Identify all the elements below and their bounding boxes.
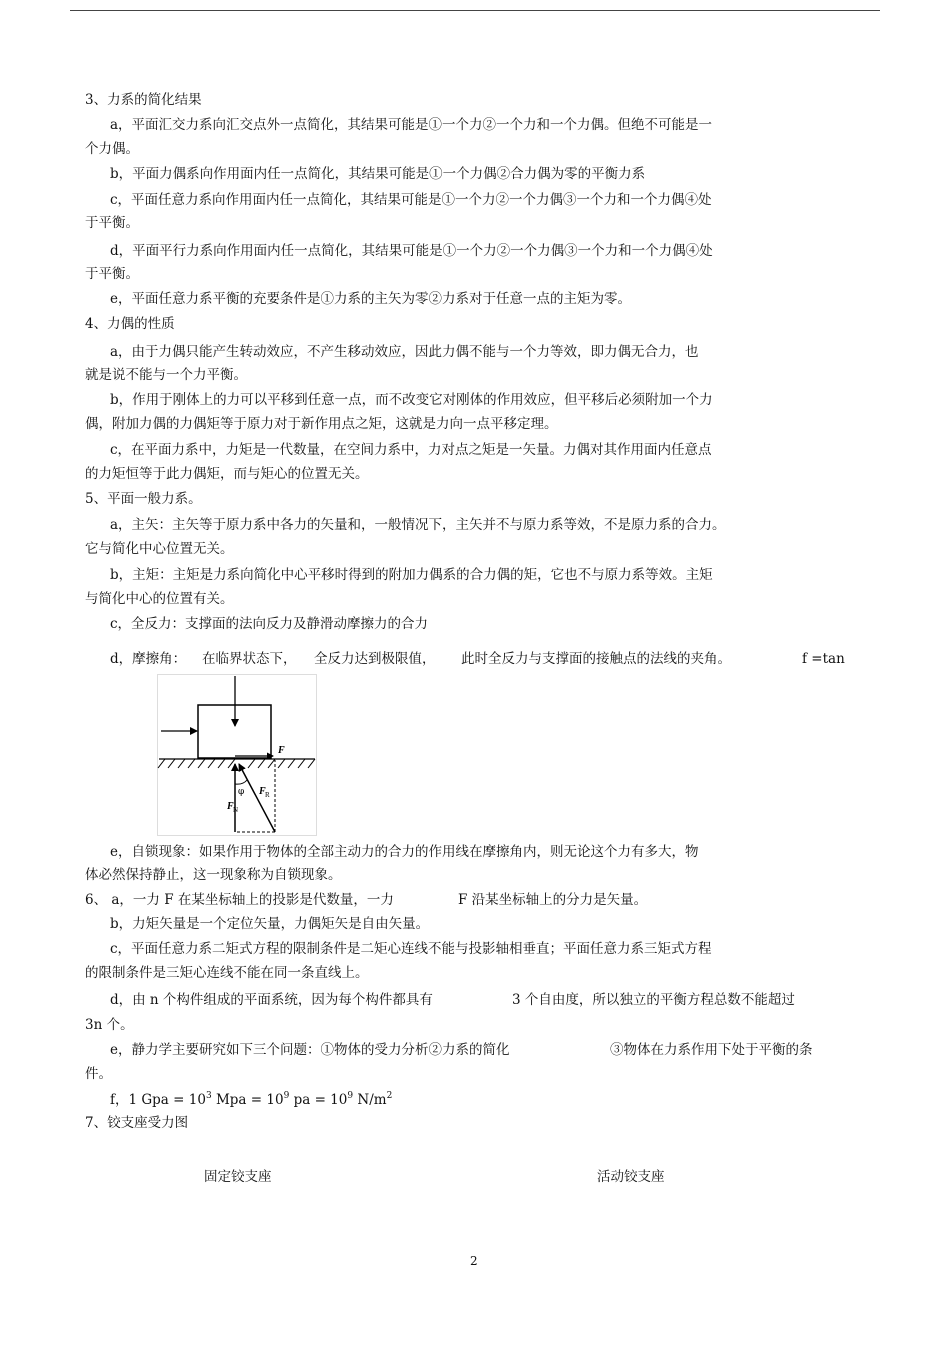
paragraph-line: d，平面平行力系向作用面内任一点简化，其结果可能是①一个力②一个力偶③一个力和一个力偶④处 bbox=[110, 243, 713, 259]
paragraph-line: 体必然保持静止，这一现象称为自锁现象。 bbox=[85, 867, 342, 883]
paragraph-line: d，由 n 个构件组成的平面系统，因为每个构件都具有 bbox=[110, 992, 433, 1008]
friction-angle-text: 在临界状态下， bbox=[202, 651, 297, 667]
friction-angle-figure bbox=[157, 674, 317, 836]
paragraph-line: e，自锁现象：如果作用于物体的全部主动力的合力的作用线在摩擦角内，则无论这个力有多大，物 bbox=[110, 844, 699, 860]
paragraph-line: b，力矩矢量是一个定位矢量，力偶矩矢是自由矢量。 bbox=[110, 916, 430, 932]
paragraph-line: 它与简化中心位置无关。 bbox=[85, 541, 234, 557]
paragraph-line: 件。 bbox=[85, 1066, 112, 1082]
paragraph-line: e，静力学主要研究如下三个问题：①物体的受力分析②力系的简化 bbox=[110, 1042, 510, 1058]
caption-fixed-hinge: 固定铰支座 bbox=[204, 1169, 272, 1185]
friction-angle-text: 全反力达到极限值， bbox=[314, 651, 436, 667]
section-6-line: 6、 a，一力 F 在某坐标轴上的投影是代数量，一力 bbox=[85, 892, 394, 908]
paragraph-line: b，主矩：主矩是力系向简化中心平移时得到的附加力偶系的合力偶的矩，它也不与原力系等效。主矩 bbox=[110, 567, 713, 583]
paragraph-line: 的限制条件是三矩心连线不能在同一条直线上。 bbox=[85, 965, 369, 981]
paragraph-line: a，由于力偶只能产生转动效应，不产生移动效应，因此力偶不能与一个力等效，即力偶无合力，也 bbox=[110, 344, 699, 360]
friction-angle-label: d，摩擦角： bbox=[110, 651, 187, 667]
paragraph-line: e，平面任意力系平衡的充要条件是①力系的主矢为零②力系对于任意一点的主矩为零。 bbox=[110, 291, 631, 307]
paragraph-line: 3 个自由度，所以独立的平衡方程总数不能超过 bbox=[512, 992, 795, 1008]
paragraph-line: b，平面力偶系向作用面内任一点简化，其结果可能是①一个力偶②合力偶为零的平衡力系 bbox=[110, 166, 646, 182]
paragraph-line: 3n 个。 bbox=[85, 1017, 134, 1033]
label-fr-sub: R bbox=[265, 791, 270, 799]
paragraph-line: 的力矩恒等于此力偶矩，而与矩心的位置无关。 bbox=[85, 466, 369, 482]
friction-angle-text: 此时全反力与支撑面的接触点的法线的夹角。 bbox=[461, 651, 731, 667]
header-rule bbox=[70, 10, 880, 11]
paragraph-line: a，主矢：主矢等于原力系中各力的矢量和，一般情况下，主矢并不与原力系等效，不是原力系的合力。 bbox=[110, 517, 726, 533]
label-phi: φ bbox=[238, 787, 245, 797]
paragraph-line: 个力偶。 bbox=[85, 141, 139, 157]
caption-movable-hinge: 活动铰支座 bbox=[597, 1169, 665, 1185]
paragraph-line: 就是说不能与一个力平衡。 bbox=[85, 367, 247, 383]
label-fn: F bbox=[227, 801, 234, 812]
section-7-heading: 7、铰支座受力图 bbox=[85, 1115, 189, 1131]
paragraph-line: c，在平面力系中，力矩是一代数量，在空间力系中，力对点之矩是一矢量。力偶对其作用面内任意点 bbox=[110, 442, 712, 458]
paragraph-line: b，作用于刚体上的力可以平移到任意一点，而不改变它对刚体的作用效应，但平移后必须附加一个力 bbox=[110, 392, 713, 408]
page-number: 2 bbox=[470, 1254, 478, 1268]
section-4-heading: 4、力偶的性质 bbox=[85, 316, 175, 332]
paragraph-line: 偶，附加力偶的力偶矩等于原力对于新作用点之矩，这就是力向一点平移定理。 bbox=[85, 416, 558, 432]
section-3-heading: 3、力系的简化结果 bbox=[85, 92, 202, 108]
paragraph-line: c，平面任意力系二矩式方程的限制条件是二矩心连线不能与投影轴相垂直；平面任意力系三矩式方程 bbox=[110, 941, 712, 957]
friction-formula: f =tan bbox=[802, 651, 845, 667]
paragraph-line: a，平面汇交力系向汇交点外一点简化，其结果可能是①一个力②一个力和一个力偶。但绝不可能是一 bbox=[110, 117, 713, 133]
paragraph-line: 与简化中心的位置有关。 bbox=[85, 591, 234, 607]
paragraph-line: 于平衡。 bbox=[85, 215, 139, 231]
section-5-heading: 5、平面一般力系。 bbox=[85, 491, 202, 507]
paragraph-line: ③物体在力系作用下处于平衡的条 bbox=[610, 1042, 813, 1058]
paragraph-line: c，全反力：支撑面的法向反力及静滑动摩擦力的合力 bbox=[110, 616, 429, 632]
paragraph-line: c，平面任意力系向作用面内任一点简化，其结果可能是①一个力②一个力偶③一个力和一个力偶④处 bbox=[110, 192, 712, 208]
paragraph-line: F 沿某坐标轴上的分力是矢量。 bbox=[458, 892, 648, 908]
unit-conversion-formula: f，1 Gpa = $10^3$ Mpa = $10^9$ pa = $10^9$ $N/m^2$ bbox=[110, 1091, 393, 1108]
label-fn-sub: N bbox=[233, 806, 239, 814]
paragraph-line: 于平衡。 bbox=[85, 266, 139, 282]
label-f: F bbox=[278, 745, 285, 756]
label-fr: F bbox=[259, 786, 266, 797]
